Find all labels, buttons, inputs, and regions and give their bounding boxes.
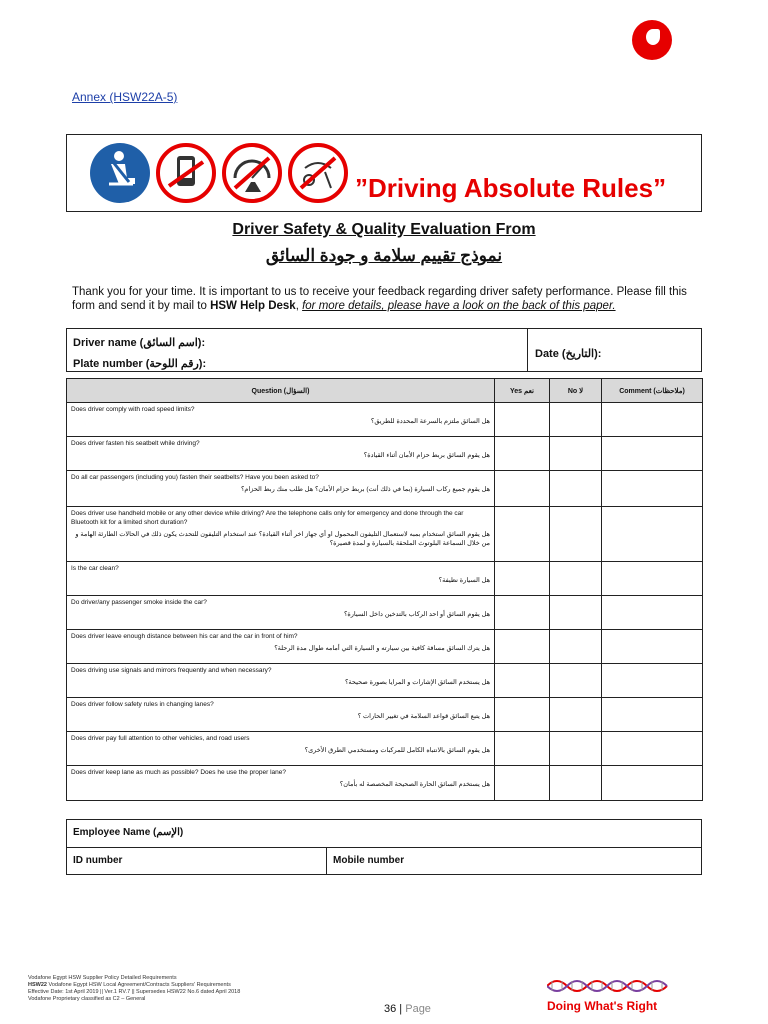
yes-cell[interactable] — [495, 596, 550, 630]
table-row — [67, 403, 703, 437]
table-row — [67, 437, 703, 471]
footer-line-1: Vodafone Egypt HSW Supplier Policy Detailed Requirements — [28, 975, 177, 981]
intro-comma: , — [295, 300, 303, 312]
table-row — [67, 766, 703, 801]
driver-name-field[interactable]: Driver name (اسم السائق): — [73, 337, 206, 349]
question-cell — [67, 732, 495, 766]
page-word: Page — [405, 1003, 431, 1015]
no-speeding-icon — [221, 142, 283, 204]
yes-cell[interactable] — [495, 698, 550, 732]
driver-info-box — [66, 328, 702, 372]
question-cell — [67, 507, 495, 562]
comment-cell[interactable] — [602, 437, 703, 471]
question-en: Does driver comply with road speed limits? — [71, 406, 195, 413]
table-row — [67, 507, 703, 562]
footer-doc-info — [28, 975, 240, 1003]
question-en: Does driver keep lane as much as possible? Does he use the proper lane? — [71, 769, 286, 776]
question-ar: هل يستخدم السائق الحارة الصحيحة المخصصة له بأمان؟ — [339, 781, 490, 788]
question-ar: هل يقوم السائق أو احد الركاب بالتدخين داخل السيارة؟ — [343, 611, 490, 618]
employee-divider-v — [326, 847, 327, 874]
plate-number-field[interactable]: Plate number (رقم اللوحة): — [73, 358, 207, 370]
footer-line-4: Vodafone Proprietary classified as C2 – General — [28, 996, 146, 1002]
comment-cell[interactable] — [602, 596, 703, 630]
id-number-field[interactable]: ID number — [73, 855, 123, 866]
question-cell — [67, 630, 495, 664]
question-ar: هل يستخدم السائق الإشارات و المرايا بصورة صحيحة؟ — [344, 679, 490, 686]
question-ar: هل يقوم جميع ركاب السيارة (بما في ذلك أنت) بربط حزام الأمان؟ هل طلب منك ربط الحزام؟ — [240, 486, 490, 493]
form-title-en: Driver Safety & Quality Evaluation From — [232, 221, 536, 238]
question-cell — [67, 562, 495, 596]
page-number-value: 36 — [384, 1003, 397, 1015]
question-en: Does driver use handheld mobile or any other device while driving? Are the telephone calls only for emergency and done through the car Bluetooth kit for a limited short duration? — [71, 510, 464, 526]
comment-cell[interactable] — [602, 471, 703, 507]
seatbelt-icon — [89, 142, 151, 204]
yes-cell[interactable] — [495, 664, 550, 698]
yes-cell[interactable] — [495, 507, 550, 562]
footer-doc-title: Vodafone Egypt HSW Local Agreement/Contracts Suppliers' Requirements — [46, 982, 231, 988]
no-cell[interactable] — [550, 437, 602, 471]
banner-title: ”Driving Absolute Rules” — [355, 173, 667, 203]
yes-cell[interactable] — [495, 403, 550, 437]
table-row — [67, 732, 703, 766]
yes-cell[interactable] — [495, 732, 550, 766]
question-en: Is the car clean? — [71, 565, 119, 572]
no-cell[interactable] — [550, 698, 602, 732]
question-en: Do driver/any passenger smoke inside the car? — [71, 599, 207, 606]
employee-info-box — [66, 819, 702, 875]
question-cell — [67, 596, 495, 630]
comment-cell[interactable] — [602, 732, 703, 766]
no-cell[interactable] — [550, 507, 602, 562]
yes-header: Yes نعم — [495, 379, 550, 403]
question-cell — [67, 698, 495, 732]
question-cell — [67, 471, 495, 507]
table-header-row — [67, 379, 703, 403]
question-ar: هل السائق ملتزم بالسرعة المحددة للطريق؟ — [370, 418, 490, 425]
form-title-ar: نموذج تقييم سلامة و جودة السائق — [265, 246, 503, 265]
question-ar: هل يقوم السائق بالانتباه الكامل للمركبات ومستخدمي الطرق الأخرى؟ — [304, 747, 490, 754]
table-row — [67, 630, 703, 664]
no-phone-icon — [155, 142, 217, 204]
yes-cell[interactable] — [495, 437, 550, 471]
footer-line-3: Effective Date: 1st April 2019 || Ver.1 RV.7 || Supersedes HSW22 No.6 dated April 2018 — [28, 989, 241, 995]
no-cell[interactable] — [550, 471, 602, 507]
question-cell — [67, 664, 495, 698]
annex-link[interactable]: Annex (HSW22A-5) — [72, 90, 178, 104]
page-number — [384, 1003, 431, 1015]
question-en: Does driver leave enough distance between his car and the car in front of him? — [71, 633, 298, 640]
employee-divider-h — [67, 847, 701, 848]
question-ar: هل يترك السائق مسافة كافية بين سيارته و السيارة التي أمامه طوال مدة الرحلة؟ — [274, 645, 490, 652]
page-separator: | — [396, 1003, 406, 1015]
vodafone-logo — [632, 20, 672, 60]
no-cell[interactable] — [550, 596, 602, 630]
no-drugs-alcohol-icon — [287, 142, 349, 204]
comment-header: Comment (ملاحظات) — [602, 379, 703, 403]
footer-line-2 — [28, 982, 240, 989]
question-en: Does driver fasten his seatbelt while driving? — [71, 440, 200, 447]
table-row — [67, 596, 703, 630]
comment-cell[interactable] — [602, 766, 703, 801]
yes-cell[interactable] — [495, 471, 550, 507]
no-cell[interactable] — [550, 403, 602, 437]
dna-helix-icon — [547, 976, 671, 996]
no-cell[interactable] — [550, 766, 602, 801]
comment-cell[interactable] — [602, 403, 703, 437]
comment-cell[interactable] — [602, 630, 703, 664]
no-cell[interactable] — [550, 732, 602, 766]
helpdesk-name: HSW Help Desk — [210, 300, 296, 312]
info-divider — [527, 329, 528, 371]
question-en: Does driving use signals and mirrors frequently and when necessary? — [71, 667, 272, 674]
question-ar: هل يقوم السائق استخدام بمبه لاستعمال التليفون المحمول او أي جهاز اخر أثناء القيادة؟ عند استخدام التليفون للتحدث يكون ذلك في الحالات الطارئة الهامة و من خلال السماعة البلوتوث الملحقة بالسيارة و لمدة قصيرة؟ — [75, 531, 490, 547]
mobile-number-field[interactable]: Mobile number — [333, 855, 405, 866]
comment-cell[interactable] — [602, 507, 703, 562]
no-cell[interactable] — [550, 664, 602, 698]
comment-cell[interactable] — [602, 698, 703, 732]
question-en: Does driver pay full attention to other vehicles, and road users — [71, 735, 250, 742]
question-ar: هل السيارة نظيفة؟ — [438, 577, 490, 584]
question-cell — [67, 437, 495, 471]
table-row — [67, 664, 703, 698]
intro-paragraph — [72, 285, 712, 313]
driving-rules-banner — [66, 134, 702, 212]
more-details-note: for more details, please have a look on the back of this paper. — [302, 300, 616, 312]
comment-cell[interactable] — [602, 562, 703, 596]
question-cell — [67, 766, 495, 801]
table-row — [67, 698, 703, 732]
intro-text: Thank you for your time. It is important to us to receive your feedback regarding driver safety performance. Please fill this form and send it by mail to — [72, 286, 687, 312]
question-cell — [67, 403, 495, 437]
question-header: Question (السؤال) — [67, 379, 495, 403]
slogan: Doing What's Right — [547, 999, 658, 1013]
employee-name-field[interactable]: Employee Name (الإسم) — [73, 827, 184, 838]
question-ar: هل يتبع السائق قواعد السلامة في تغيير الحارات ؟ — [357, 713, 490, 720]
table-row — [67, 471, 703, 507]
yes-cell[interactable] — [495, 766, 550, 801]
no-cell[interactable] — [550, 630, 602, 664]
yes-cell[interactable] — [495, 630, 550, 664]
question-en: Does driver follow safety rules in changing lanes? — [71, 701, 214, 708]
yes-cell[interactable] — [495, 562, 550, 596]
evaluation-table — [66, 378, 703, 801]
no-cell[interactable] — [550, 562, 602, 596]
comment-cell[interactable] — [602, 664, 703, 698]
footer-doc-code: HSW22 — [28, 982, 47, 988]
no-header: No لا — [550, 379, 602, 403]
question-ar: هل يقوم السائق بربط حزام الأمان أثناء القيادة؟ — [363, 452, 490, 459]
table-row — [67, 562, 703, 596]
date-field[interactable]: Date (التاريخ): — [535, 348, 602, 360]
question-en: Do all car passengers (including you) fasten their seatbelts? Have you been asked to? — [71, 474, 319, 481]
